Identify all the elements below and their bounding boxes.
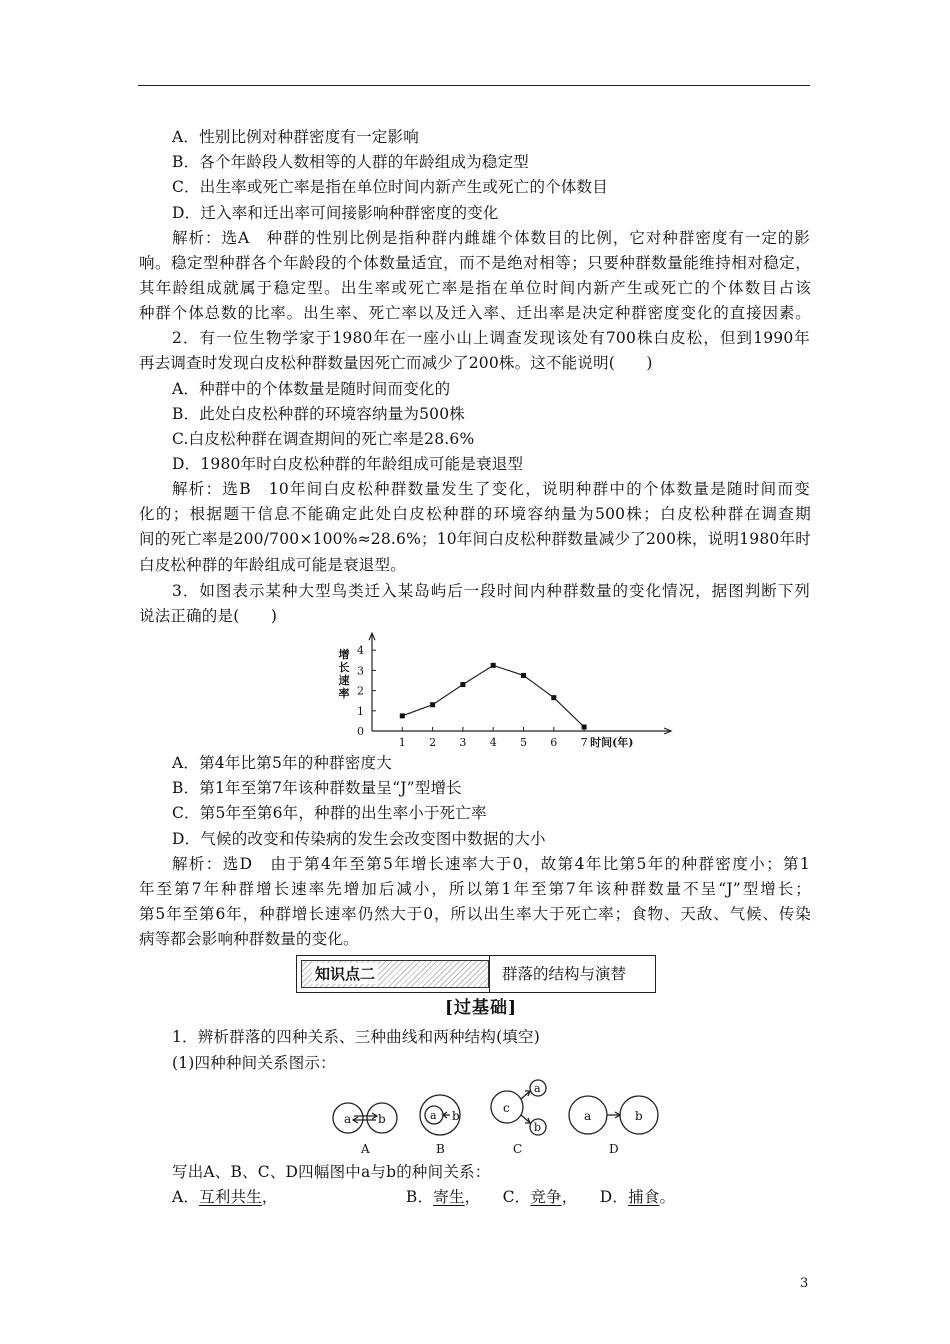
data-point bbox=[521, 673, 526, 678]
answer-b-suffix: ， bbox=[464, 1188, 481, 1206]
knowledge-point-box bbox=[296, 955, 656, 993]
q1-option-a: A．性别比例对种群密度有一定影响 bbox=[172, 128, 419, 146]
diagram-a bbox=[333, 1103, 397, 1156]
x-tick-label: 1 bbox=[398, 736, 406, 749]
q3-option-d: D．气候的改变和传染病的发生会改变图中数据的大小 bbox=[172, 830, 546, 848]
diagram-label-d: D bbox=[609, 1142, 619, 1156]
answer-d-suffix: 。 bbox=[659, 1188, 676, 1206]
relationship-prompt: 写出A、B、C、D四幅图中a与b的种间关系： bbox=[172, 1163, 491, 1181]
q2-analysis-line: 化的；根据题干信息不能确定此处白皮松种群的环境容纳量为500株；白皮松种群在调查期 bbox=[139, 505, 811, 523]
answer-c-prefix: C． bbox=[502, 1188, 531, 1206]
data-point bbox=[582, 724, 587, 729]
section-subheading: (1)四种种间关系图示： bbox=[172, 1054, 336, 1072]
y-tick-label: 2 bbox=[357, 684, 364, 698]
x-tick-label: 6 bbox=[550, 736, 558, 749]
answer-b-prefix: B． bbox=[405, 1188, 434, 1206]
data-point bbox=[430, 702, 435, 707]
y-axis-label-char: 长 bbox=[338, 661, 350, 675]
q2-option-d: D．1980年时白皮松种群的年龄组成可能是衰退型 bbox=[172, 455, 524, 473]
q3-option-a: A．第4年比第5年的种群密度大 bbox=[172, 754, 392, 772]
q1-analysis-line: 种群个体总数的比率。出生率、死亡率以及迁入率、迁出率是决定种群密度变化的直接因素。 bbox=[139, 304, 811, 322]
data-point bbox=[400, 713, 405, 718]
relationship-answers bbox=[172, 1186, 675, 1208]
node-a-label: a bbox=[584, 1109, 592, 1123]
knowledge-point-label: 知识点二 bbox=[312, 963, 378, 984]
answer-d: 捕食 bbox=[628, 1188, 660, 1206]
q2-option-c: C.白皮松种群在调查期间的死亡率是28.6% bbox=[172, 430, 475, 448]
x-tick-label: 5 bbox=[520, 736, 527, 749]
diagram-label-c: C bbox=[513, 1142, 523, 1156]
answer-a-suffix: ， bbox=[261, 1188, 278, 1206]
diagram-label-b: B bbox=[436, 1142, 445, 1156]
q2-analysis-line: 解析：选B 10年间白皮松种群数量发生了变化，说明种群中的个体数量是随时间而变 bbox=[172, 480, 810, 498]
q2-analysis-line: 间的死亡率是200/700×100%≈28.6%；10年间白皮松种群数量减少了200株，说明1980年时 bbox=[139, 530, 811, 548]
q3-option-c: C．第5年至第6年，种群的出生率小于死亡率 bbox=[172, 804, 487, 822]
answer-d-prefix: D． bbox=[599, 1188, 629, 1206]
page-number: 3 bbox=[800, 1276, 809, 1291]
growth-rate-chart bbox=[330, 628, 650, 754]
q3-analysis-line: 病等都会影响种群数量的变化。 bbox=[139, 930, 359, 948]
node-b-label: b bbox=[452, 1109, 460, 1123]
y-axis-label-char: 增 bbox=[338, 648, 350, 662]
y-tick-label: 0 bbox=[357, 725, 364, 738]
diagram-d bbox=[569, 1096, 658, 1156]
answer-b: 寄生 bbox=[433, 1188, 465, 1206]
q2-stem-line: 2．有一位生物学家于1980年在一座小山上调查发现该处有700株白皮松，但到1990年 bbox=[172, 329, 810, 347]
node-c-label: c bbox=[503, 1101, 510, 1115]
node-a-label: a bbox=[344, 1112, 352, 1126]
q3-analysis-line: 年至第7年种群增长速率先增加后减小，所以第1年至第7年该种群数量不呈“J”型增长； bbox=[139, 880, 811, 898]
diagram-label-a: A bbox=[361, 1142, 370, 1156]
q2-option-b: B．此处白皮松种群的环境容纳量为500株 bbox=[172, 405, 465, 423]
q3-option-b: B．第1年至第7年该种群数量呈“J”型增长 bbox=[172, 779, 462, 797]
q3-analysis-line: 解析：选D 由于第4年至第5年增长速率大于0，故第4年比第5年的种群密度小；第1 bbox=[172, 855, 810, 873]
data-point bbox=[460, 682, 465, 687]
header-rule bbox=[138, 85, 810, 86]
q2-option-a: A．种群中的个体数量是随时间而变化的 bbox=[172, 380, 451, 398]
q1-analysis-line: 其年龄组成就属于稳定型。出生率或死亡率是指在单位时间内新产生或死亡的个体数目占该 bbox=[139, 279, 811, 297]
y-tick-label: 4 bbox=[357, 644, 364, 658]
diagram-b bbox=[420, 1095, 460, 1156]
knowledge-point-label-box bbox=[301, 960, 489, 988]
q1-analysis-line: 响。稳定型种群各个年龄段的个体数量适宜，而不是绝对相等；只要种群数量能维持相对稳定， bbox=[139, 254, 811, 272]
knowledge-point-title: 群落的结构与演替 bbox=[502, 965, 627, 983]
data-point bbox=[551, 695, 556, 700]
node-a-label: a bbox=[534, 1082, 541, 1095]
y-tick-label: 1 bbox=[357, 704, 364, 718]
y-axis-label-char: 速 bbox=[338, 674, 350, 688]
q3-stem-line: 说法正确的是( ) bbox=[139, 607, 278, 625]
q1-option-d: D．迁入率和迁出率可间接影响种群密度的变化 bbox=[172, 204, 499, 222]
series-line bbox=[402, 665, 584, 727]
x-tick-label: 2 bbox=[429, 736, 437, 749]
q1-analysis-line: 解析：选A 种群的性别比例是指种群内雌雄个体数目的比例，它对种群密度有一定的影 bbox=[172, 229, 810, 247]
x-tick-label: 3 bbox=[459, 736, 467, 749]
q2-analysis-line: 白皮松种群的年龄组成可能是衰退型。 bbox=[139, 556, 406, 574]
x-tick-label: 7 bbox=[580, 736, 588, 749]
y-tick-label: 3 bbox=[357, 664, 364, 678]
diagram-c bbox=[491, 1080, 546, 1156]
y-axis-label-char: 率 bbox=[338, 687, 350, 701]
answer-a-prefix: A． bbox=[172, 1188, 200, 1206]
node-a-label: a bbox=[430, 1109, 437, 1122]
section-badge: [过基础] bbox=[445, 998, 518, 1018]
answer-c: 竞争 bbox=[530, 1188, 562, 1206]
q3-stem-line: 3．如图表示某种大型鸟类迁入某岛屿后一段时间内种群数量的变化情况，据图判断下列 bbox=[172, 582, 810, 600]
node-b-label: b bbox=[635, 1109, 643, 1123]
x-axis-label: 时间(年) bbox=[590, 736, 634, 749]
answer-c-suffix: ， bbox=[561, 1188, 578, 1206]
node-b-label: b bbox=[534, 1121, 542, 1134]
divider bbox=[489, 956, 490, 992]
node-b-label: b bbox=[378, 1112, 386, 1126]
q1-option-b: B．各个年龄段人数相等的人群的年龄组成为稳定型 bbox=[172, 153, 529, 171]
x-tick-label: 4 bbox=[489, 736, 497, 749]
section-heading: 1．辨析群落的四种关系、三种曲线和两种结构(填空) bbox=[172, 1028, 540, 1046]
interspecies-relationship-diagram bbox=[320, 1075, 660, 1160]
answer-a: 互利共生 bbox=[199, 1188, 262, 1206]
q2-stem-line: 再去调查时发现白皮松种群数量因死亡而减少了200株。这不能说明( ) bbox=[139, 354, 653, 372]
q3-analysis-line: 第5年至第6年，种群增长速率仍然大于0，所以出生率大于死亡率；食物、天敌、气候、传染 bbox=[139, 905, 811, 923]
q1-option-c: C．出生率或死亡率是指在单位时间内新产生或死亡的个体数目 bbox=[172, 178, 608, 196]
data-point bbox=[491, 663, 496, 668]
